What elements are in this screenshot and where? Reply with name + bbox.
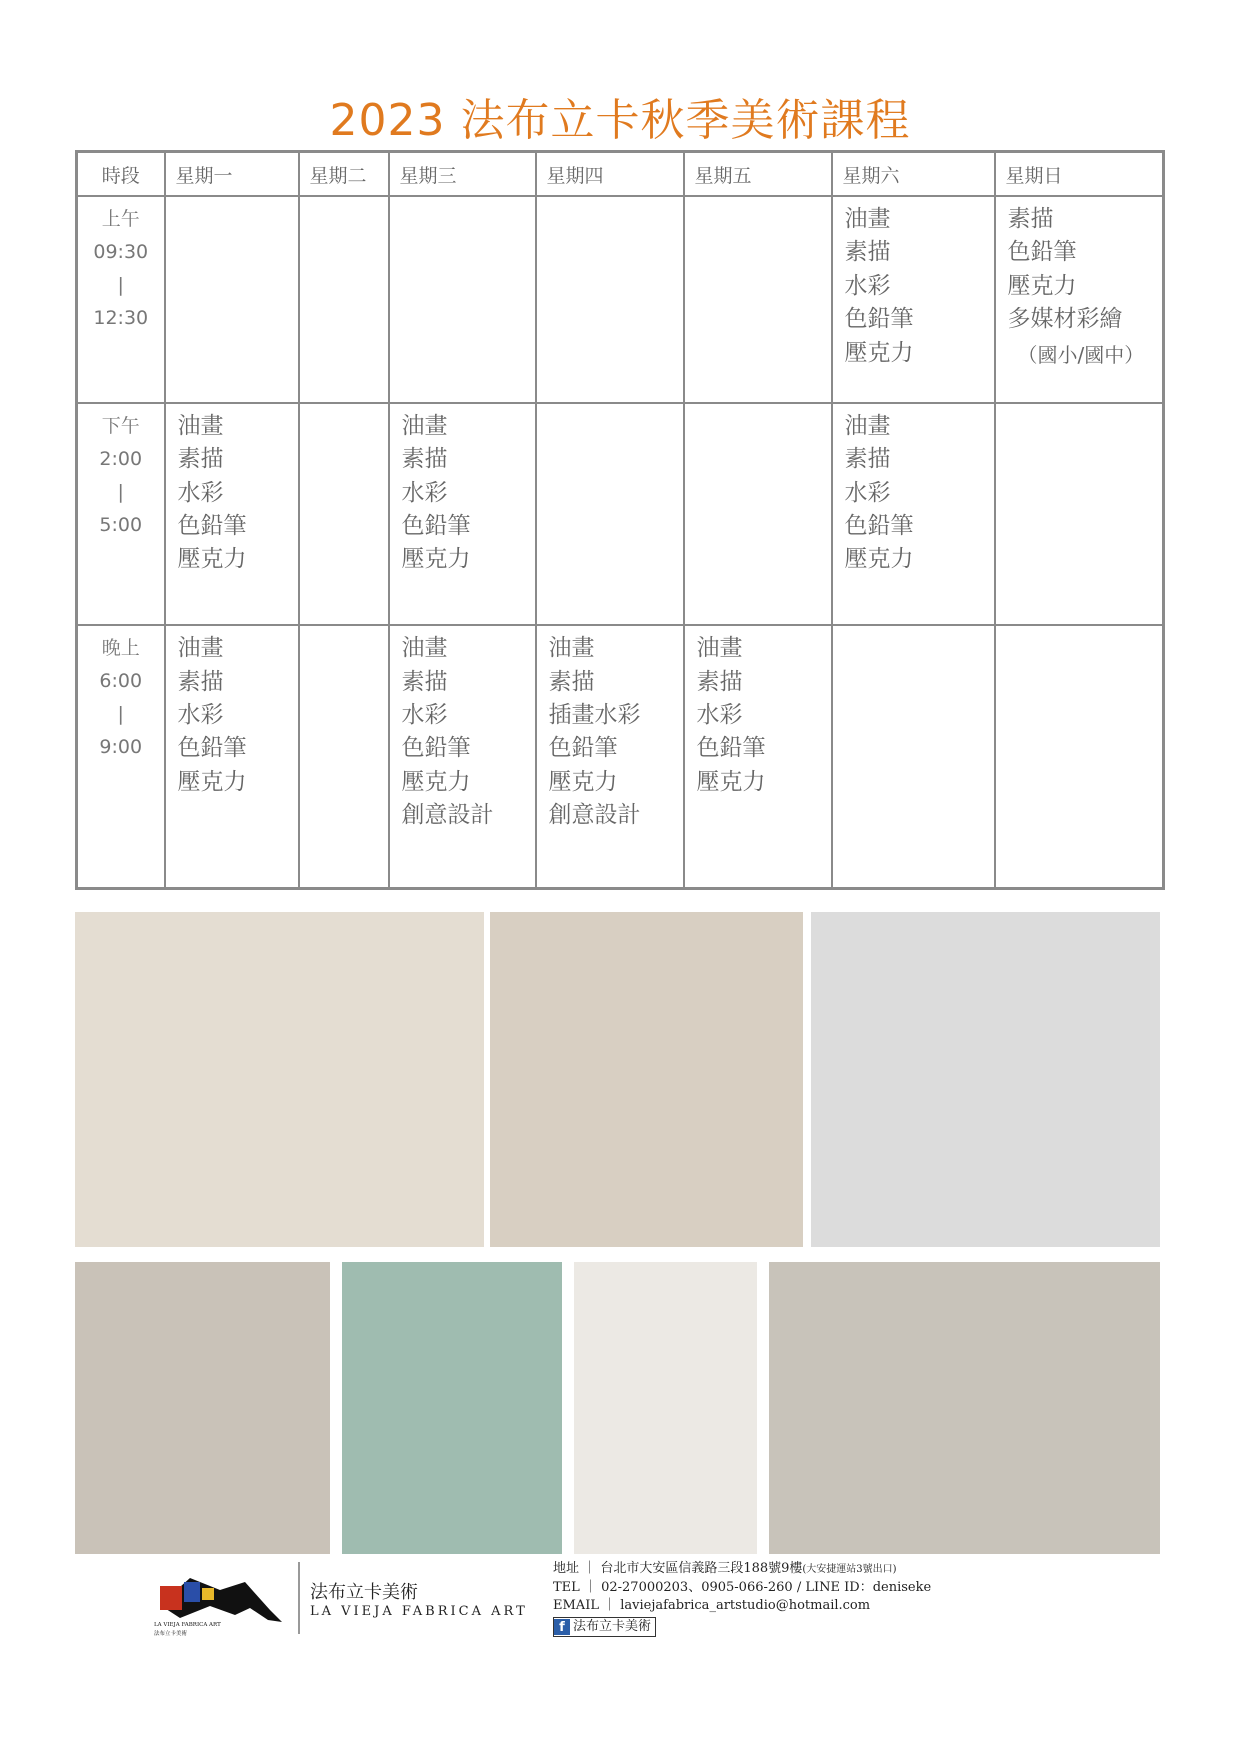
cell-sunday (995, 403, 1164, 626)
course-item: 壓克力 (844, 546, 914, 573)
email-label: EMAIL (553, 1598, 599, 1613)
time-slot-sep: | (117, 274, 124, 296)
course-item: 色鉛筆 (177, 512, 247, 539)
line-label: LINE ID： (805, 1580, 873, 1595)
time-slot-cell (77, 625, 165, 888)
course-item: 壓克力 (844, 339, 914, 366)
course-item: 素描 (548, 668, 595, 695)
course-item: 水彩 (696, 702, 743, 729)
cell-tuesday (299, 403, 389, 626)
logo-graphic (150, 1560, 290, 1640)
header-row (77, 152, 1164, 197)
course-item: 油畫 (844, 206, 891, 232)
facebook-link[interactable] (553, 1617, 656, 1637)
time-slot-start: 09:30 (93, 241, 149, 263)
course-item: 素描 (401, 446, 448, 473)
time-slot-period: 晚上 (101, 637, 140, 660)
page-title: 2023 法布立卡秋季美術課程 (329, 95, 911, 146)
time-slot-sep: | (117, 703, 124, 726)
course-item: 素描 (844, 239, 891, 266)
cell-monday (165, 625, 299, 888)
cell-saturday (832, 625, 995, 888)
schedule-row (77, 403, 1164, 626)
cell-monday (165, 196, 299, 403)
header-wednesday: 星期三 (389, 152, 536, 197)
cell-wednesday (389, 196, 536, 403)
course-item: 油畫 (844, 412, 891, 439)
photo-7 (769, 1262, 1160, 1554)
course-item: 素描 (1007, 206, 1054, 232)
footer-divider (298, 1562, 300, 1634)
address-note: (大安捷運站3號出口) (802, 1564, 897, 1575)
photo-4 (75, 1262, 330, 1554)
course-item: 色鉛筆 (696, 735, 766, 762)
course-item: 壓克力 (401, 768, 471, 795)
cell-wednesday (389, 625, 536, 888)
course-item: 色鉛筆 (844, 306, 914, 333)
time-slot-end: 9:00 (99, 736, 143, 759)
address-row: 地址 ｜ 台北市大安區信義路三段188號9樓(大安捷運站3號出口) (553, 1561, 897, 1576)
header-time-slot: 時段 (77, 152, 165, 197)
brand-name-cn: 法布立卡美術 (310, 1582, 418, 1603)
course-item: 素描 (696, 668, 743, 695)
course-item: 素描 (844, 446, 891, 473)
header-sunday: 星期日 (995, 152, 1164, 197)
course-item: 色鉛筆 (548, 735, 618, 762)
course-item: 水彩 (401, 479, 448, 506)
email-address[interactable]: laviejafabrica_artstudio@hotmail.com (620, 1598, 871, 1613)
photo-6 (574, 1262, 757, 1554)
photo-5 (342, 1262, 562, 1554)
header-saturday: 星期六 (832, 152, 995, 197)
course-item: 水彩 (177, 479, 224, 506)
header-monday: 星期一 (165, 152, 299, 197)
course-item: 色鉛筆 (401, 512, 471, 539)
photo-1 (75, 912, 484, 1247)
tel-number[interactable]: 02-27000203、0905-066-260 (601, 1580, 793, 1595)
course-item: 水彩 (844, 479, 891, 506)
schedule-row (77, 196, 1164, 403)
header-thursday: 星期四 (536, 152, 684, 197)
course-item: 色鉛筆 (844, 512, 914, 539)
cell-saturday (832, 403, 995, 626)
cell-wednesday (389, 403, 536, 626)
course-item: 色鉛筆 (177, 735, 247, 762)
age-note: （國小/國中） (1017, 342, 1145, 367)
cell-friday (684, 403, 832, 626)
course-item: 壓克力 (177, 768, 247, 795)
course-item: 油畫 (401, 635, 448, 662)
tel-row: TEL ｜ 02-27000203、0905-066-260 / LINE ID：deniseke (553, 1580, 932, 1595)
address-text: 台北市大安區信義路三段188號9樓 (600, 1561, 803, 1576)
cell-tuesday (299, 625, 389, 888)
logo (150, 1560, 290, 1640)
time-slot-start: 2:00 (99, 447, 143, 470)
logo-text-cn: 法布立卡美術 (154, 1631, 188, 1637)
tel-label: TEL (553, 1580, 580, 1595)
line-id[interactable]: deniseke (872, 1580, 932, 1595)
cell-monday (165, 403, 299, 626)
address-label: 地址 (553, 1561, 580, 1576)
time-slot-start: 6:00 (99, 670, 143, 693)
course-item: 油畫 (548, 635, 595, 662)
time-slot-period: 下午 (101, 414, 140, 437)
time-slot-period: 上午 (101, 208, 140, 230)
course-item: 油畫 (696, 635, 743, 662)
cell-sunday (995, 196, 1164, 403)
time-slot-cell (77, 403, 165, 626)
cell-friday (684, 625, 832, 888)
cell-thursday (536, 625, 684, 888)
course-item: 油畫 (177, 635, 224, 662)
course-item: 插畫水彩 (548, 702, 641, 729)
course-item: 水彩 (401, 702, 448, 729)
header-friday: 星期五 (684, 152, 832, 197)
time-slot-end: 12:30 (93, 307, 149, 329)
cell-thursday (536, 403, 684, 626)
course-item: 素描 (401, 668, 448, 695)
time-slot-cell (77, 196, 165, 403)
course-item: 壓克力 (401, 546, 471, 573)
course-item: 壓克力 (696, 768, 766, 795)
course-item: 壓克力 (548, 768, 618, 795)
photo-3 (811, 912, 1160, 1247)
cell-tuesday (299, 196, 389, 403)
course-item: 多媒材彩繪 (1007, 306, 1123, 333)
course-item: 壓克力 (177, 546, 247, 573)
schedule-row (77, 625, 1164, 888)
cell-friday (684, 196, 832, 403)
course-item: 色鉛筆 (1007, 239, 1077, 266)
email-row: EMAIL ｜ laviejafabrica_artstudio@hotmail.com (553, 1598, 871, 1613)
course-item: 素描 (177, 668, 224, 695)
course-item: 色鉛筆 (401, 735, 471, 762)
photo-2 (490, 912, 803, 1247)
cell-saturday (832, 196, 995, 403)
brand-name-en: LA VIEJA FABRICA ART (310, 1604, 528, 1619)
course-item: 水彩 (844, 272, 891, 299)
course-item: 壓克力 (1007, 272, 1077, 299)
facebook-icon: f (554, 1619, 570, 1635)
course-item: 素描 (177, 446, 224, 473)
course-item: 創意設計 (548, 802, 641, 829)
course-item: 油畫 (401, 412, 448, 439)
course-item: 油畫 (177, 412, 224, 439)
cell-sunday (995, 625, 1164, 888)
cell-thursday (536, 196, 684, 403)
facebook-name: 法布立卡美術 (573, 1619, 652, 1634)
schedule-table (75, 150, 1165, 890)
course-item: 水彩 (177, 702, 224, 729)
time-slot-end: 5:00 (99, 513, 143, 536)
header-tuesday: 星期二 (299, 152, 389, 197)
logo-text-en: LA VIEJA FABRICA ART (154, 1622, 221, 1628)
time-slot-sep: | (117, 480, 124, 503)
contact-info (553, 1560, 931, 1637)
course-item: 創意設計 (401, 802, 494, 829)
